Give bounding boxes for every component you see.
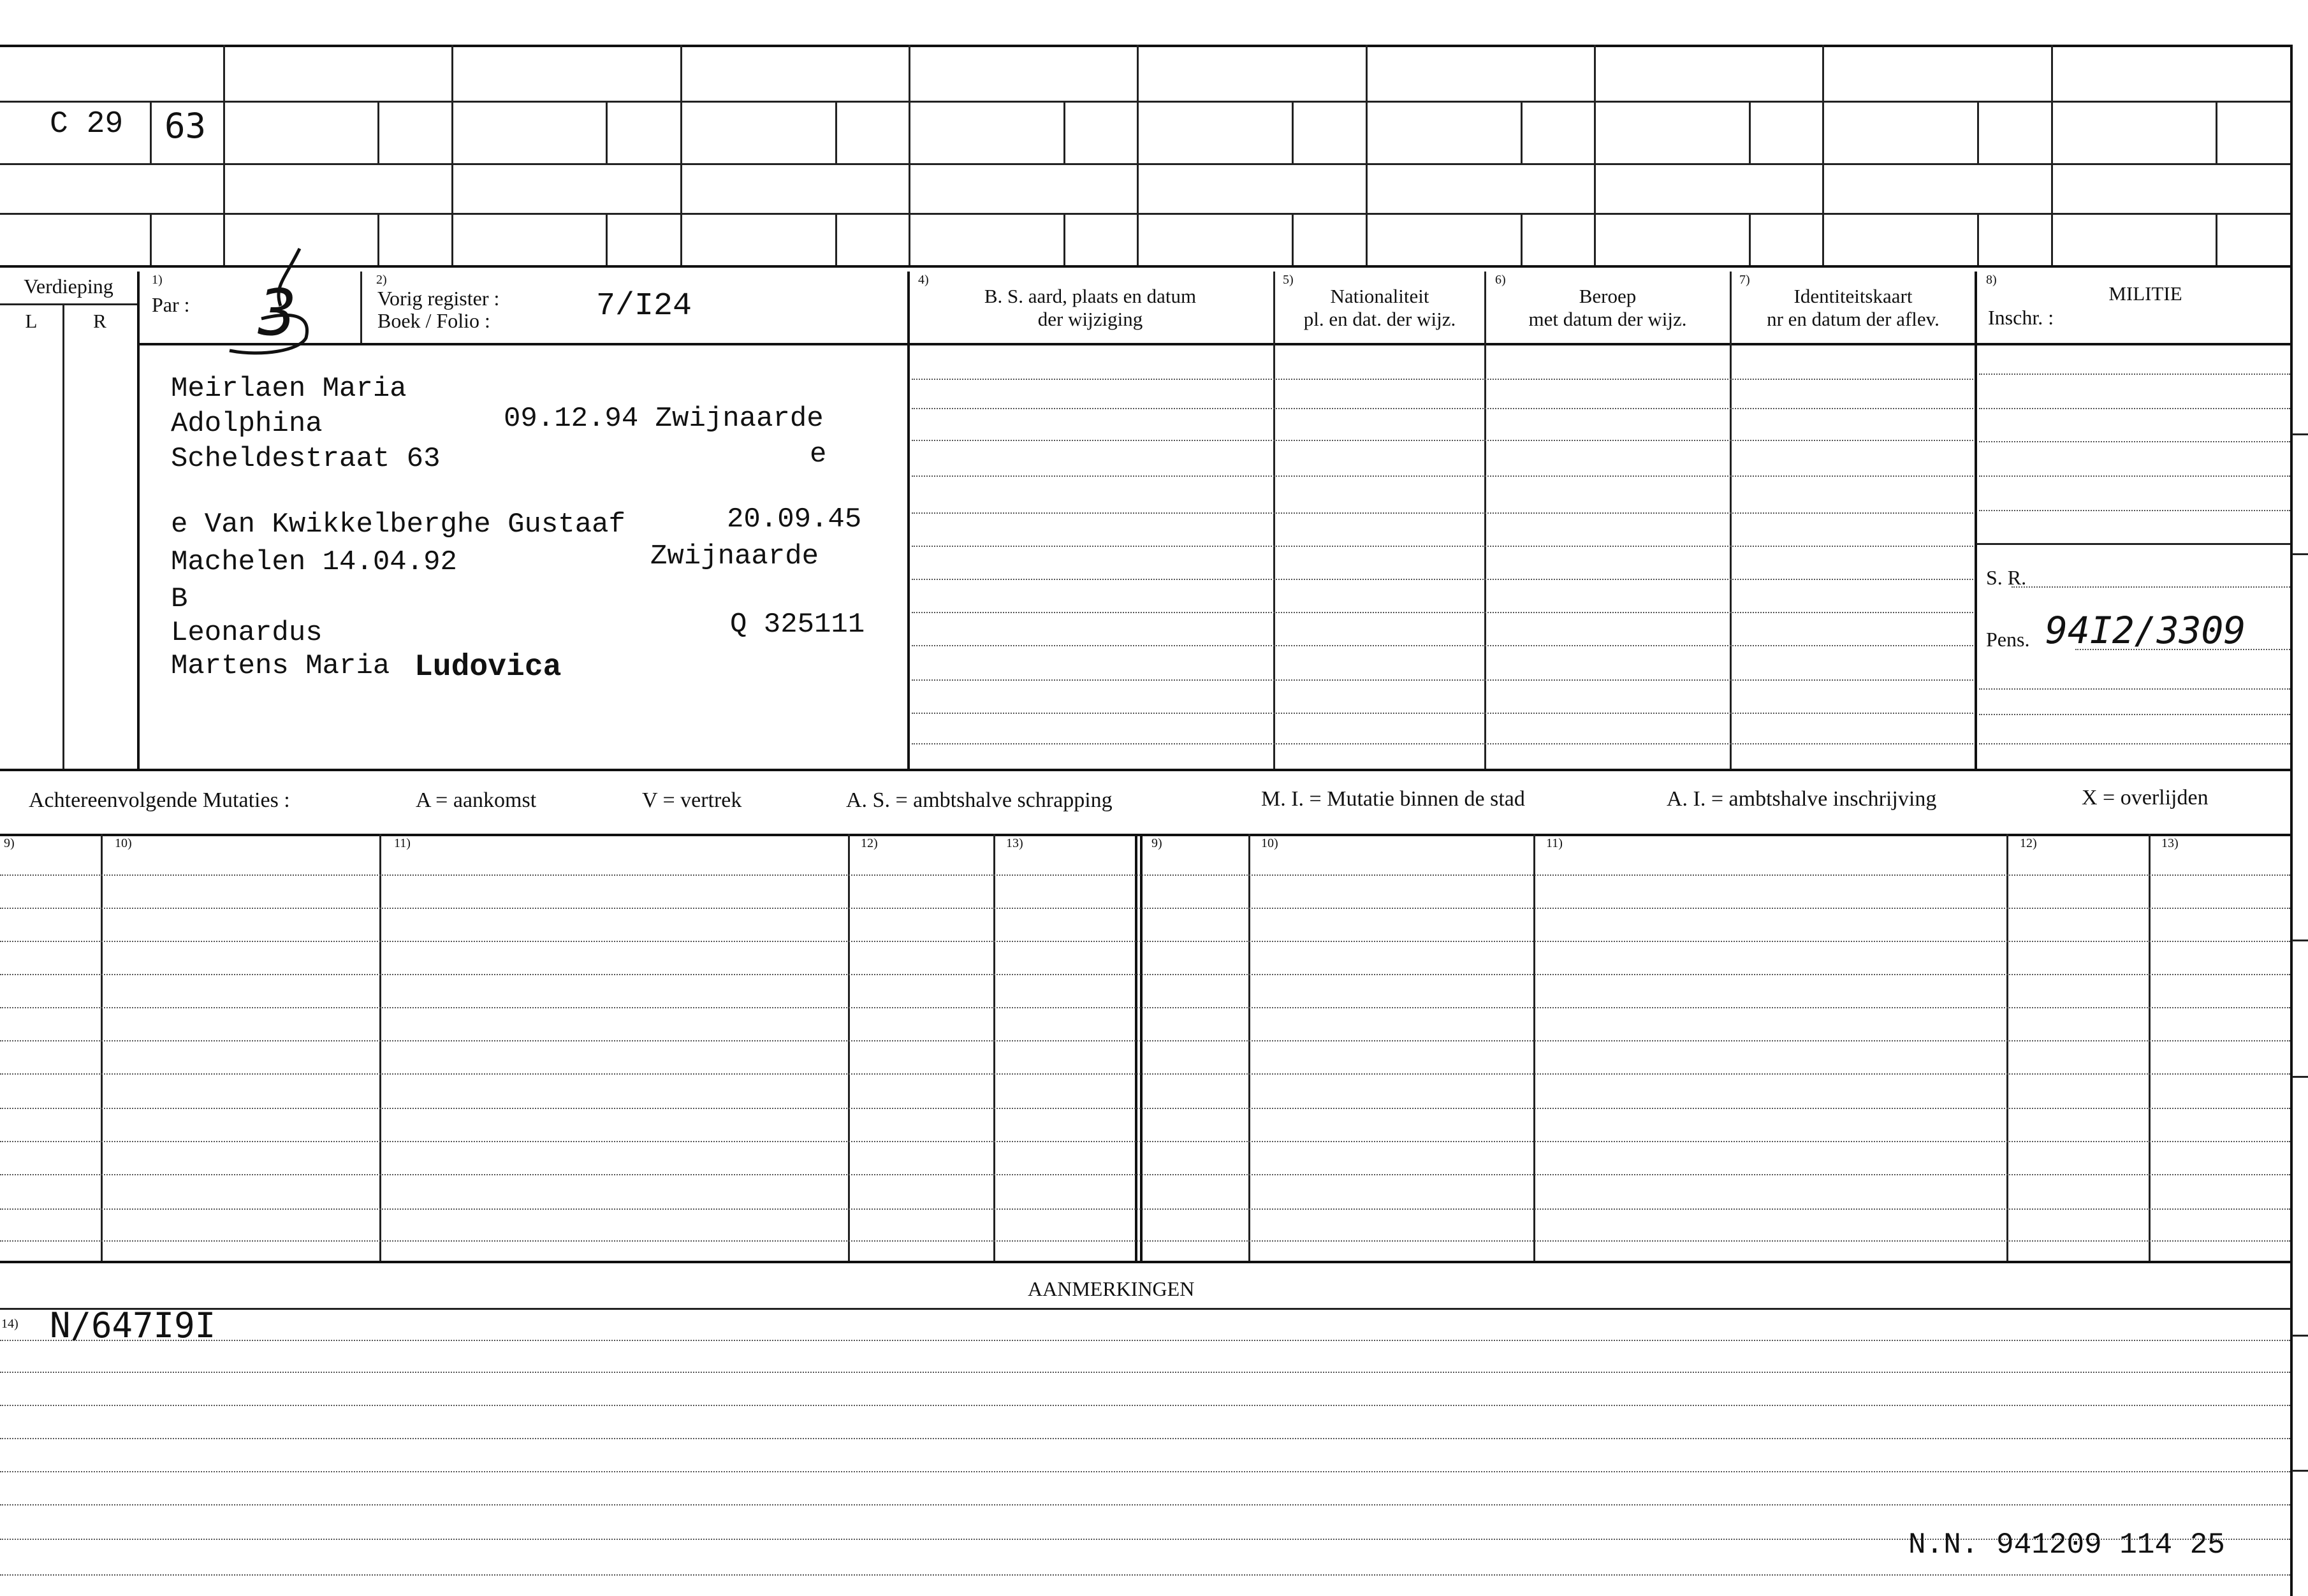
entry-line5: Machelen 14.04.92 bbox=[171, 546, 457, 578]
card-code: C 29 bbox=[50, 107, 124, 141]
mut-left-10: 10) bbox=[115, 836, 132, 850]
legend-mi: M. I. = Mutatie binnen de stad bbox=[1261, 787, 1525, 811]
entry-line2: Adolphina bbox=[171, 408, 323, 440]
entry-line7-id: Q 325111 bbox=[730, 609, 865, 641]
verdieping-r: R bbox=[93, 310, 106, 332]
entry-line5-place: Zwijnaarde bbox=[650, 540, 819, 572]
sr-label: S. R. bbox=[1986, 566, 2027, 589]
verdieping-l: L bbox=[25, 310, 38, 332]
boek-label: Boek / Folio : bbox=[377, 309, 490, 332]
c5-line1: Nationaliteit bbox=[1330, 285, 1429, 307]
c7-line2: nr en datum der aflev. bbox=[1767, 308, 1939, 330]
c7-line1: Identiteitskaart bbox=[1793, 285, 1913, 307]
entry-line7: Leonardus bbox=[171, 617, 323, 649]
c6-line2: met datum der wijz. bbox=[1528, 308, 1687, 330]
entry-line6: B bbox=[171, 583, 188, 615]
legend-title: Achtereenvolgende Mutaties : bbox=[29, 788, 290, 812]
verdieping-label: Verdieping bbox=[24, 275, 113, 298]
par-label: Par : bbox=[152, 293, 190, 316]
card-number: 63 bbox=[164, 106, 207, 146]
legend-ai: A. I. = ambtshalve inschrijving bbox=[1667, 787, 1937, 811]
entry-line4-date: 20.09.45 bbox=[727, 504, 862, 535]
c8-title: MILITIE bbox=[2108, 282, 2182, 305]
legend-x: X = overlijden bbox=[2082, 786, 2209, 809]
entry-line8: Martens Maria bbox=[171, 650, 390, 682]
mut-right-13: 13) bbox=[2161, 836, 2179, 850]
inschr-label: Inschr. : bbox=[1988, 306, 2054, 329]
vorig-label: Vorig register : bbox=[377, 287, 500, 310]
remarks-num: 14) bbox=[1, 1317, 18, 1331]
remarks-title: AANMERKINGEN bbox=[1028, 1277, 1195, 1300]
entry-line3-e: e bbox=[810, 439, 827, 470]
mut-left-11: 11) bbox=[394, 836, 411, 850]
mut-right-12: 12) bbox=[2020, 836, 2037, 850]
entry-line4: e Van Kwikkelberghe Gustaaf bbox=[171, 509, 625, 540]
c4-line1: B. S. aard, plaats en datum bbox=[984, 285, 1197, 307]
pens-value: 94I2/3309 bbox=[2045, 609, 2246, 652]
par-stroke bbox=[223, 242, 351, 357]
vorig-num: 2) bbox=[376, 273, 387, 287]
mut-right-9: 9) bbox=[1151, 836, 1162, 850]
entry-line8-extra: Ludovica bbox=[414, 650, 562, 685]
mut-left-12: 12) bbox=[861, 836, 878, 850]
mut-left-9: 9) bbox=[4, 836, 15, 850]
remarks-value: N/647I9I bbox=[50, 1305, 216, 1346]
entry-line2-date: 09.12.94 Zwijnaarde bbox=[504, 403, 824, 435]
c8-num: 8) bbox=[1986, 273, 1997, 287]
pens-label: Pens. bbox=[1986, 628, 2030, 651]
c5-line2: pl. en dat. der wijz. bbox=[1303, 308, 1456, 330]
mut-right-11: 11) bbox=[1546, 836, 1563, 850]
legend-a: A = aankomst bbox=[416, 788, 537, 812]
par-value: 3 bbox=[258, 275, 297, 350]
c7-num: 7) bbox=[1739, 273, 1750, 287]
c5-num: 5) bbox=[1283, 273, 1294, 287]
remarks-footer: N.N. 941209 114 25 bbox=[1908, 1528, 2225, 1562]
mut-left-13: 13) bbox=[1006, 836, 1023, 850]
c4-line2: der wijziging bbox=[1037, 308, 1143, 330]
c6-line1: Beroep bbox=[1579, 285, 1637, 307]
legend-as: A. S. = ambtshalve schrapping bbox=[846, 788, 1113, 812]
c4-num: 4) bbox=[918, 273, 929, 287]
entry-line1: Meirlaen Maria bbox=[171, 373, 407, 405]
boek-value: 7/I24 bbox=[596, 288, 692, 324]
par-num: 1) bbox=[152, 273, 163, 287]
legend-v: V = vertrek bbox=[642, 788, 742, 812]
entry-line3: Scheldestraat 63 bbox=[171, 443, 441, 475]
c6-num: 6) bbox=[1495, 273, 1506, 287]
mut-right-10: 10) bbox=[1261, 836, 1278, 850]
